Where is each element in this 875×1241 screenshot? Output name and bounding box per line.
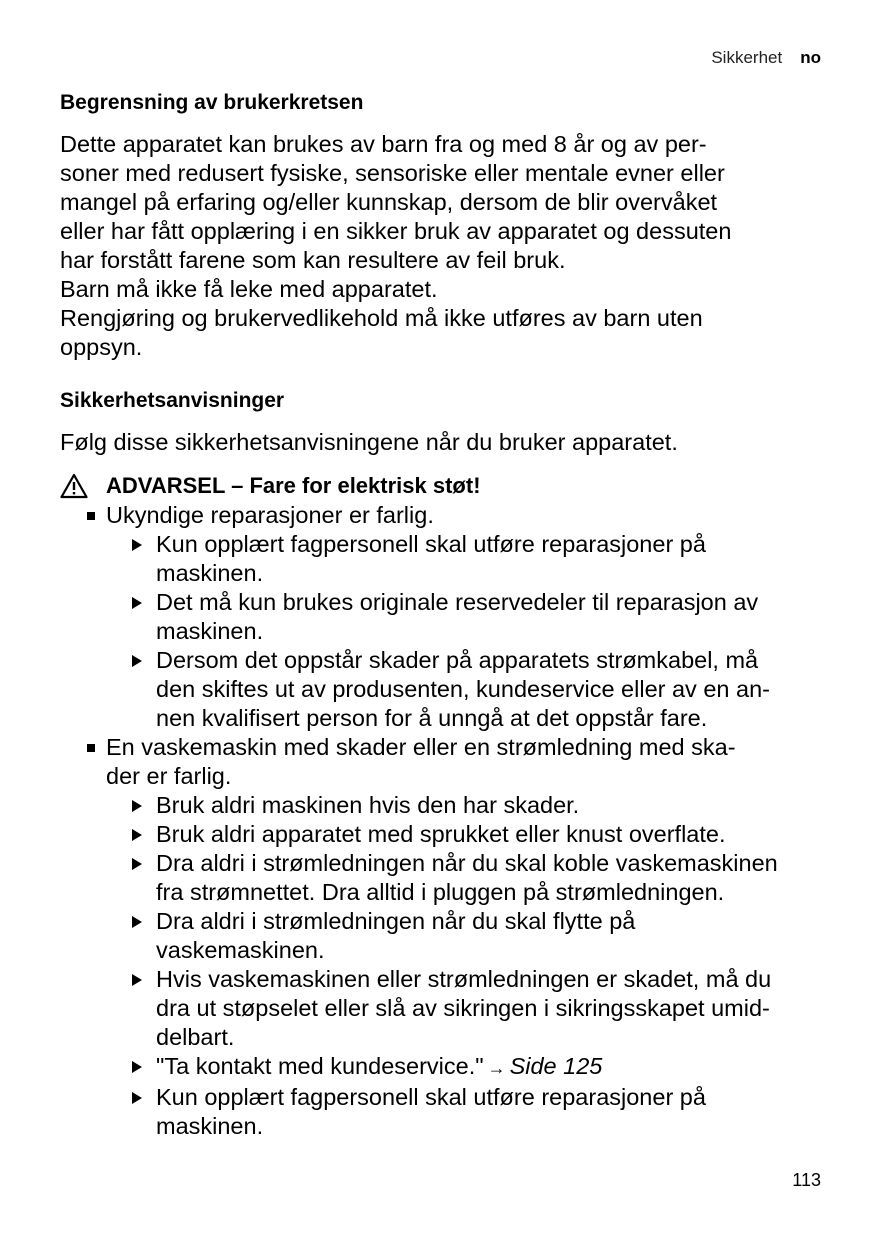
sub-list-item	[130, 820, 825, 849]
heading-user-restriction: Begrensning av brukerkretsen	[60, 91, 364, 114]
sub-item-line: dra ut støpselet eller slå av sikringen i sikringsskapet umid-	[156, 995, 770, 1021]
header-language-code: no	[800, 48, 821, 67]
arrow-bullet-icon	[132, 597, 142, 609]
running-header	[711, 47, 821, 69]
xref-page-link[interactable]: Side 125	[509, 1053, 603, 1079]
list-item	[86, 733, 825, 1141]
xref-line	[156, 1052, 825, 1083]
sub-list-item-xref	[130, 1052, 825, 1083]
warning-block	[60, 471, 825, 1141]
sub-item-line: nen kvalifisert person for å unngå at det oppstår fare.	[156, 705, 708, 731]
sub-list-item	[130, 849, 825, 907]
xref-text: "Ta kontakt med kundeservice."	[156, 1053, 484, 1079]
sub-item-line: delbart.	[156, 1024, 235, 1050]
arrow-bullet-icon	[132, 800, 142, 812]
sub-item-line: Hvis vaskemaskinen eller strømledningen er skadet, må du	[156, 966, 772, 992]
square-bullet-icon	[87, 744, 95, 752]
sub-item-line: fra strømnettet. Dra alltid i pluggen på strømledningen.	[156, 879, 725, 905]
warning-title	[60, 471, 825, 501]
sub-item-line: maskinen.	[156, 618, 264, 644]
paragraph-line: soner med redusert fysiske, sensoriske eller mentale evner eller	[60, 160, 725, 186]
list-item-text: der er farlig.	[106, 763, 232, 789]
paragraph-line: har forstått farene som kan resultere av feil bruk.	[60, 247, 566, 273]
sub-item-line: maskinen.	[156, 560, 264, 586]
sub-item-line: Dra aldri i strømledningen når du skal koble vaskemaskinen	[156, 850, 778, 876]
heading-safety-instructions: Sikkerhetsanvisninger	[60, 389, 285, 412]
paragraph-line: Dette apparatet kan brukes av barn fra og med 8 år og av per-	[60, 131, 707, 157]
arrow-bullet-icon	[132, 916, 142, 928]
warning-list	[60, 501, 825, 1141]
user-restriction-paragraph	[60, 130, 825, 362]
arrow-bullet-icon	[132, 1092, 142, 1104]
arrow-bullet-icon	[132, 539, 142, 551]
sub-item-line: Kun opplært fagpersonell skal utføre reparasjoner på	[156, 531, 706, 557]
list-item-text: En vaskemaskin med skader eller en strømledning med ska-	[106, 734, 736, 760]
warning-triangle-icon	[60, 473, 88, 499]
sub-list	[106, 791, 825, 1141]
sub-list-item	[130, 646, 825, 733]
arrow-bullet-icon	[132, 655, 142, 667]
sub-item-line: Dra aldri i strømledningen når du skal flytte på	[156, 908, 636, 934]
sub-item-line: maskinen.	[156, 1113, 264, 1139]
arrow-bullet-icon	[132, 1061, 142, 1073]
paragraph-line: Rengjøring og brukervedlikehold må ikke utføres av barn uten	[60, 305, 703, 331]
sub-list-item	[130, 965, 825, 1052]
sub-item-line: vaskemaskinen.	[156, 937, 325, 963]
safety-intro-text: Følg disse sikkerhetsanvisningene når du bruker apparatet.	[60, 429, 678, 455]
paragraph-line: eller har fått opplæring i en sikker bruk av apparatet og dessuten	[60, 218, 732, 244]
warning-title-text: ADVARSEL – Fare for elektrisk støt!	[106, 473, 481, 498]
sub-item-line: Bruk aldri apparatet med sprukket eller knust overflate.	[156, 821, 726, 847]
sub-list-item	[130, 907, 825, 965]
arrow-bullet-icon	[132, 974, 142, 986]
page-number: 113	[792, 1170, 821, 1190]
paragraph-line: Barn må ikke få leke med apparatet.	[60, 276, 438, 302]
sub-item-line: Bruk aldri maskinen hvis den har skader.	[156, 792, 580, 818]
list-item-text: Ukyndige reparasjoner er farlig.	[106, 502, 434, 528]
sub-list-item	[130, 588, 825, 646]
page-content	[60, 88, 825, 1141]
sub-list-item	[130, 530, 825, 588]
list-item	[86, 501, 825, 733]
sub-list-item	[130, 1083, 825, 1141]
arrow-bullet-icon	[132, 858, 142, 870]
sub-item-line: Det må kun brukes originale reservedeler til reparasjon av	[156, 589, 759, 615]
sub-item-line: Dersom det oppstår skader på apparatets strømkabel, må	[156, 647, 759, 673]
sub-list-item	[130, 791, 825, 820]
paragraph-line: mangel på erfaring og/eller kunnskap, dersom de blir overvåket	[60, 189, 718, 215]
sub-item-line: den skiftes ut av produsenten, kundeservice eller av en an-	[156, 676, 770, 702]
xref-arrow-icon: →	[487, 1058, 506, 1078]
header-section-name: Sikkerhet	[711, 48, 783, 67]
sub-list	[106, 530, 825, 733]
arrow-bullet-icon	[132, 829, 142, 841]
paragraph-line: oppsyn.	[60, 334, 143, 360]
sub-item-line: Kun opplært fagpersonell skal utføre reparasjoner på	[156, 1084, 706, 1110]
square-bullet-icon	[87, 512, 95, 520]
